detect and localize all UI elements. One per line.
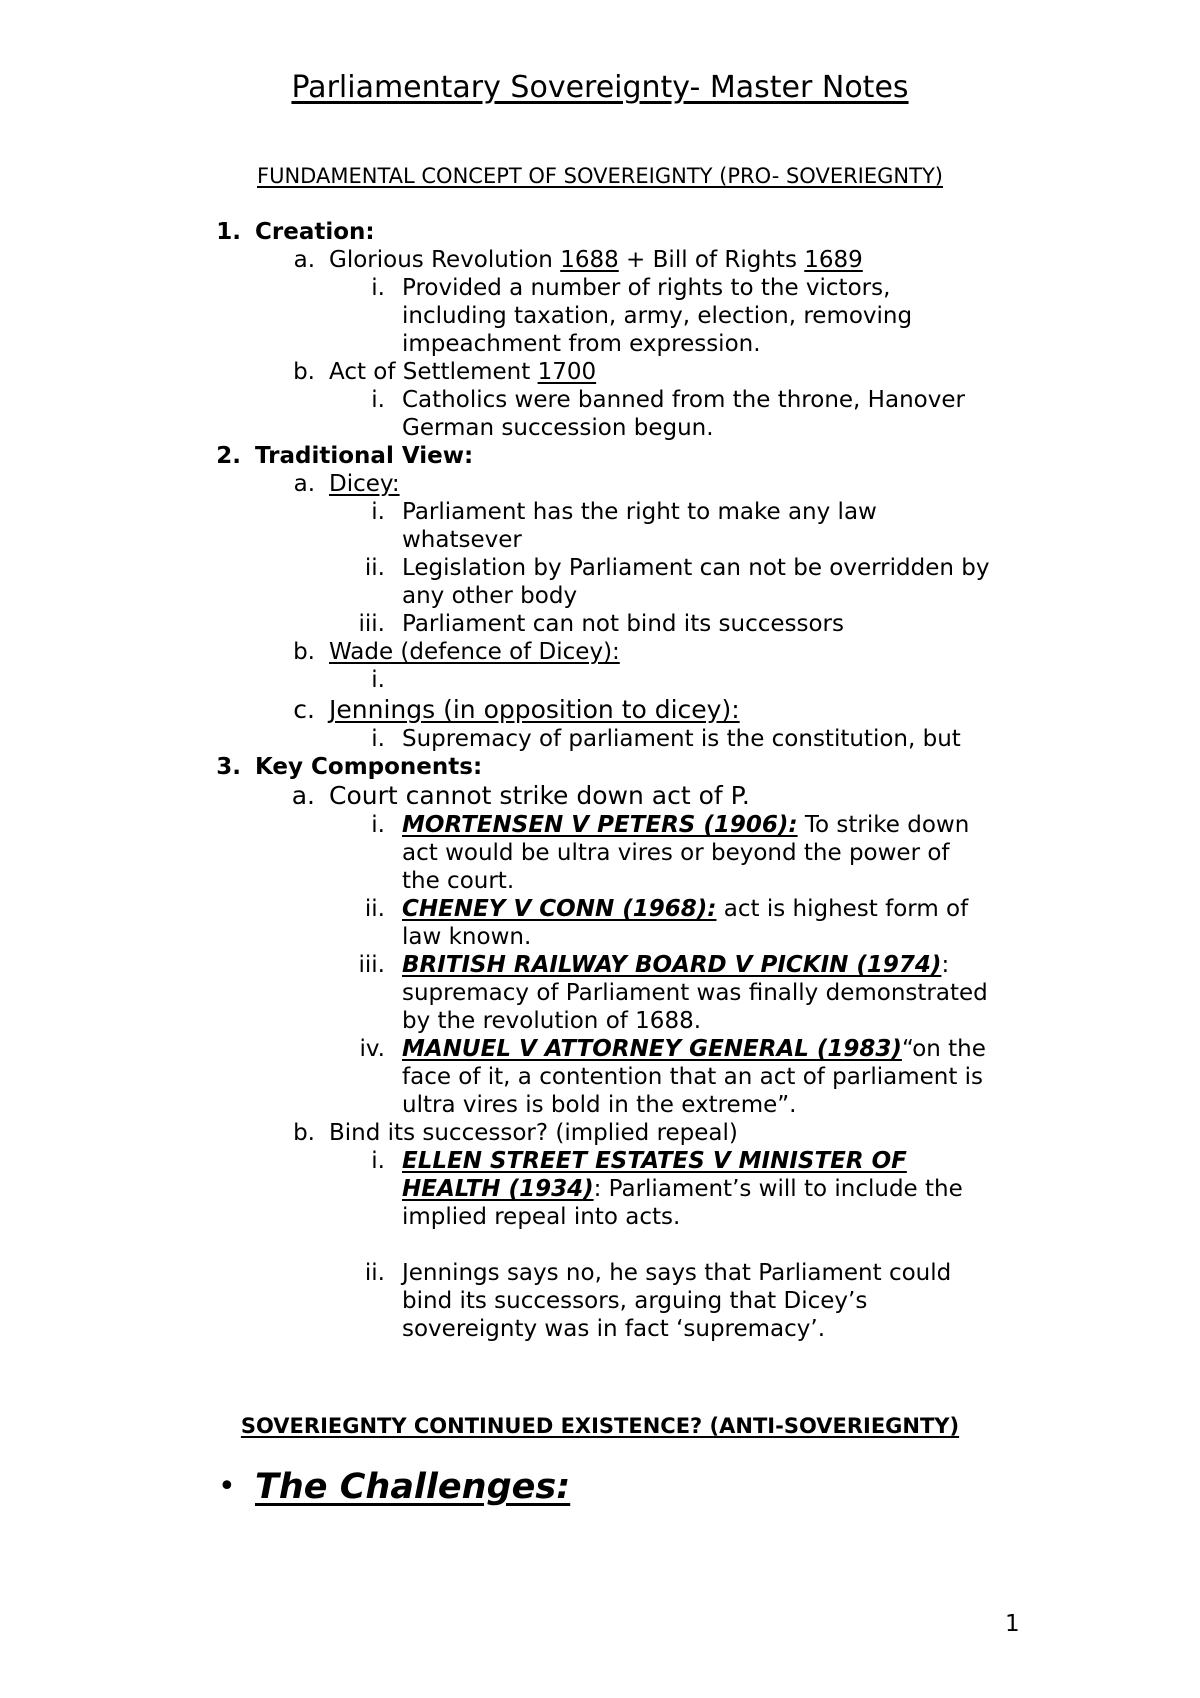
list-number: 1. <box>216 219 241 245</box>
list-item-text: German succession begun. <box>402 415 714 441</box>
list-marker: iv. <box>359 1036 385 1062</box>
list-item-text: the court. <box>402 868 515 894</box>
case-entry: MANUEL V ATTORNEY GENERAL (1983)“on the <box>402 1036 986 1062</box>
list-marker: i. <box>371 812 385 838</box>
list-item: Court cannot strike down act of P. <box>329 781 750 810</box>
case-name: MANUEL V ATTORNEY GENERAL (1983) <box>402 1036 902 1062</box>
list-item-text: Supremacy of parliament is the constitution, but <box>402 726 961 752</box>
list-marker: b. <box>293 639 315 665</box>
heading-creation: Creation: <box>255 219 375 245</box>
bullet-icon: • <box>218 1469 236 1504</box>
case-name: ELLEN STREET ESTATES V MINISTER OF <box>402 1148 907 1174</box>
list-marker: ii. <box>364 1260 385 1286</box>
list-number: 2. <box>216 443 241 469</box>
list-item-text: act would be ultra vires or beyond the power of <box>402 840 950 866</box>
list-marker: a. <box>293 471 315 497</box>
heading-key-components: Key Components: <box>255 754 483 780</box>
case-entry: CHENEY V CONN (1968): act is highest form of <box>402 896 969 922</box>
list-marker: b. <box>293 1120 315 1146</box>
section-heading-anti: SOVERIEGNTY CONTINUED EXISTENCE? (ANTI-SOVERIEGNTY) <box>240 1414 960 1438</box>
case-name: BRITISH RAILWAY BOARD V PICKIN (1974) <box>402 952 942 978</box>
subheading-dicey: Dicey: <box>329 471 400 497</box>
list-number: 3. <box>216 754 241 780</box>
list-item: Glorious Revolution 1688 + Bill of Rights 1689 <box>329 247 863 273</box>
case-entry: MORTENSEN V PETERS (1906): To strike down <box>402 812 970 838</box>
list-marker: ii. <box>364 555 385 581</box>
list-item-text: bind its successors, arguing that Dicey’s <box>402 1288 868 1314</box>
heading-challenges: The Challenges: <box>255 1467 571 1507</box>
list-item-text: ultra vires is bold in the extreme”. <box>402 1092 797 1118</box>
list-item-text: any other body <box>402 583 578 609</box>
list-marker: iii. <box>358 952 385 978</box>
list-marker: i. <box>371 387 385 413</box>
case-name: MORTENSEN V PETERS (1906): <box>402 812 798 838</box>
list-marker: c. <box>293 695 315 724</box>
list-item: Act of Settlement 1700 <box>329 359 597 385</box>
case-name: HEALTH (1934) <box>402 1176 594 1202</box>
list-item-text: whatsever <box>402 527 522 553</box>
list-item-text: by the revolution of 1688. <box>402 1008 702 1034</box>
heading-traditional-view: Traditional View: <box>255 443 474 469</box>
case-name: CHENEY V CONN (1968): <box>402 896 717 922</box>
list-marker: iii. <box>358 611 385 637</box>
case-entry <box>402 1147 907 1175</box>
list-item-text: face of it, a contention that an act of parliament is <box>402 1064 984 1090</box>
list-marker: i. <box>371 726 385 752</box>
section-heading-pro: FUNDAMENTAL CONCEPT OF SOVEREIGNTY (PRO- SOVERIEGNTY) <box>257 164 943 188</box>
list-item-text: Parliament can not bind its successors <box>402 611 844 637</box>
list-marker: a. <box>293 247 315 273</box>
list-marker: i. <box>371 667 385 693</box>
subheading-wade: Wade (defence of Dicey): <box>329 639 620 665</box>
list-item-text: Legislation by Parliament can not be overridden by <box>402 555 990 581</box>
list-marker: i. <box>371 499 385 525</box>
list-item-text: impeachment from expression. <box>402 331 761 357</box>
list-marker: ii. <box>364 896 385 922</box>
list-marker: b. <box>293 359 315 385</box>
list-item-text: implied repeal into acts. <box>402 1204 681 1230</box>
list-item-text: Catholics were banned from the throne, Hanover <box>402 387 965 413</box>
page-number: 1 <box>1005 1611 1020 1637</box>
list-item-text: law known. <box>402 924 532 950</box>
page-title: Parliamentary Sovereignty- Master Notes <box>291 70 909 105</box>
list-item-text: sovereignty was in fact ‘supremacy’. <box>402 1316 826 1342</box>
list-marker: i. <box>371 275 385 301</box>
list-item-text: including taxation, army, election, removing <box>402 303 913 329</box>
list-marker: a. <box>291 781 315 810</box>
list-item-text: supremacy of Parliament was finally demonstrated <box>402 980 988 1006</box>
subheading-jennings: Jennings (in opposition to dicey): <box>329 695 740 724</box>
list-item: Bind its successor? (implied repeal) <box>329 1120 738 1146</box>
list-item-text: Parliament has the right to make any law <box>402 499 877 525</box>
case-entry: HEALTH (1934): Parliament’s will to include the <box>402 1176 963 1202</box>
list-item-text: Provided a number of rights to the victors, <box>402 275 891 301</box>
list-marker: i. <box>371 1148 385 1174</box>
list-item-text: Jennings says no, he says that Parliament could <box>402 1260 952 1286</box>
case-entry: BRITISH RAILWAY BOARD V PICKIN (1974): <box>402 952 950 978</box>
